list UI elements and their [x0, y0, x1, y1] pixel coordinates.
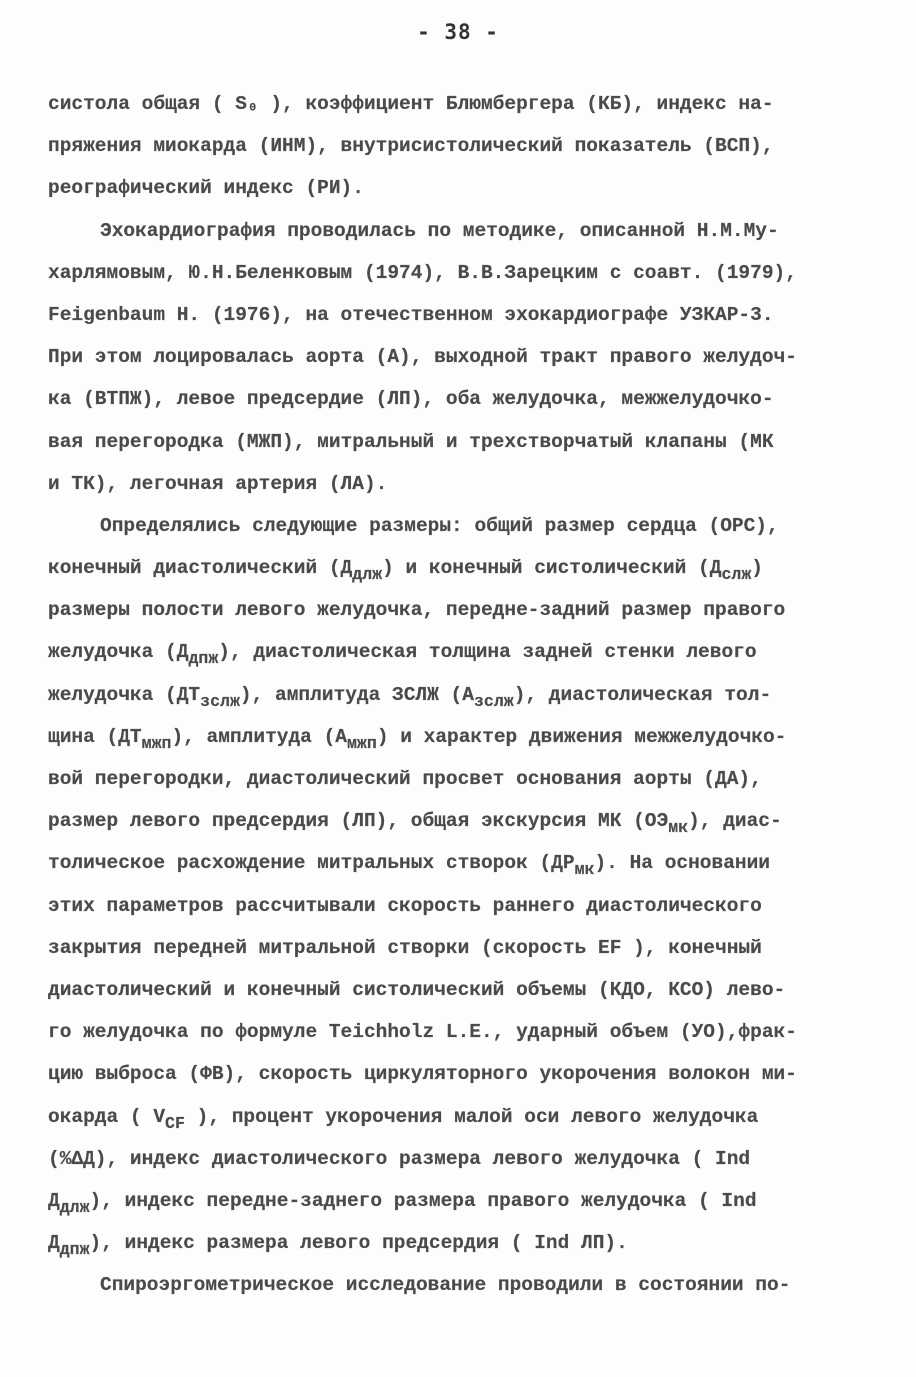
body-text — [48, 83, 878, 1306]
text-line: Спироэргометрическое исследование проводили в состоянии по- — [100, 1274, 791, 1297]
text-line: реографический индекс (РИ). — [48, 177, 364, 200]
text-line: диастолический и конечный систолический объемы (КДО, КСО) лево- — [48, 978, 786, 1001]
text-line: го желудочка по формуле Teichholz L.E., ударный объем (УО),фрак- — [48, 1021, 797, 1044]
text-line: окарда ( $V_{CF}$ ), процент укорочения малой оси левого желудочка — [48, 1105, 759, 1133]
text-line: желудочка $(ДТ_{зслж})$, амплитуда ЗСЛЖ $(А_{зслж})$, диастолическая тол- — [48, 683, 772, 711]
text-line: щина $(ДТ_{мжп})$, амплитуда $(А_{мжп})$ и характер движения межжелудочко- — [48, 725, 787, 753]
page-number: - 38 - — [417, 20, 499, 44]
text-line: Feigenbaum H. (1976), на отечественном эхокардиографе УЗКАР-3. — [48, 303, 774, 326]
text-line: пряжения миокарда (ИНМ), внутрисистолический показатель (ВСП), — [48, 135, 774, 158]
text-line: размеры полости левого желудочка, передне-задний размер правого — [48, 599, 786, 622]
text-line: При этом лоцировалась аорта (А), выходной тракт правого желудоч- — [48, 346, 797, 369]
text-line: конечный диастолический $(Д_{длж})$ и конечный систолический $(Д_{слж})$ — [48, 557, 763, 584]
text-line: харлямовым, Ю.Н.Беленковым (1974), В.В.Зарецким с соавт. (1979), — [48, 261, 797, 284]
text-line: желудочка $(Д_{дпж})$, диастолическая толщина задней стенки левого — [48, 641, 757, 669]
text-line: вая перегородка (МЖП), митральный и трехстворчатый клапаны (МК — [48, 430, 774, 453]
text-line: толическое расхождение митральных створок $(ДР_{мк})$. На основании — [48, 852, 771, 880]
text-line: систола общая ( S₀ ), коэффициент Блюмбергера (КБ), индекс на- — [48, 93, 774, 115]
text-line: цию выброса (ФВ), скорость циркуляторного укорочения волокон ми- — [48, 1063, 797, 1086]
text-line: Эхокардиография проводилась по методике, описанной Н.М.Му- — [100, 219, 779, 242]
text-line: $Д_{длж}$), индекс передне-заднего размера правого желудочка ( Ind — [48, 1189, 757, 1217]
text-line: (%ΔД), индекс диастолического размера левого желудочка ( Ind — [48, 1147, 751, 1170]
text-line: Определялись следующие размеры: общий размер сердца (ОРС), — [100, 514, 779, 537]
text-line: $Д_{дпж}$), индекс размера левого предсердия ( Ind ЛП). — [48, 1232, 628, 1259]
text-line: и ТК), легочная артерия (ЛА). — [48, 472, 388, 495]
text-line: размер левого предсердия (ЛП), общая экскурсия МК $(ОЭ_{мк})$, диас- — [48, 810, 782, 837]
text-line: ка (ВТПЖ), левое предсердие (ЛП), оба желудочка, межжелудочко- — [48, 388, 774, 411]
text-line: этих параметров рассчитывали скорость раннего диастолического — [48, 894, 762, 917]
text-line: вой перегородки, диастолический просвет основания аорты (ДА), — [48, 768, 762, 790]
text-line: закрытия передней митральной створки (скорость EF ), конечный — [48, 936, 762, 959]
